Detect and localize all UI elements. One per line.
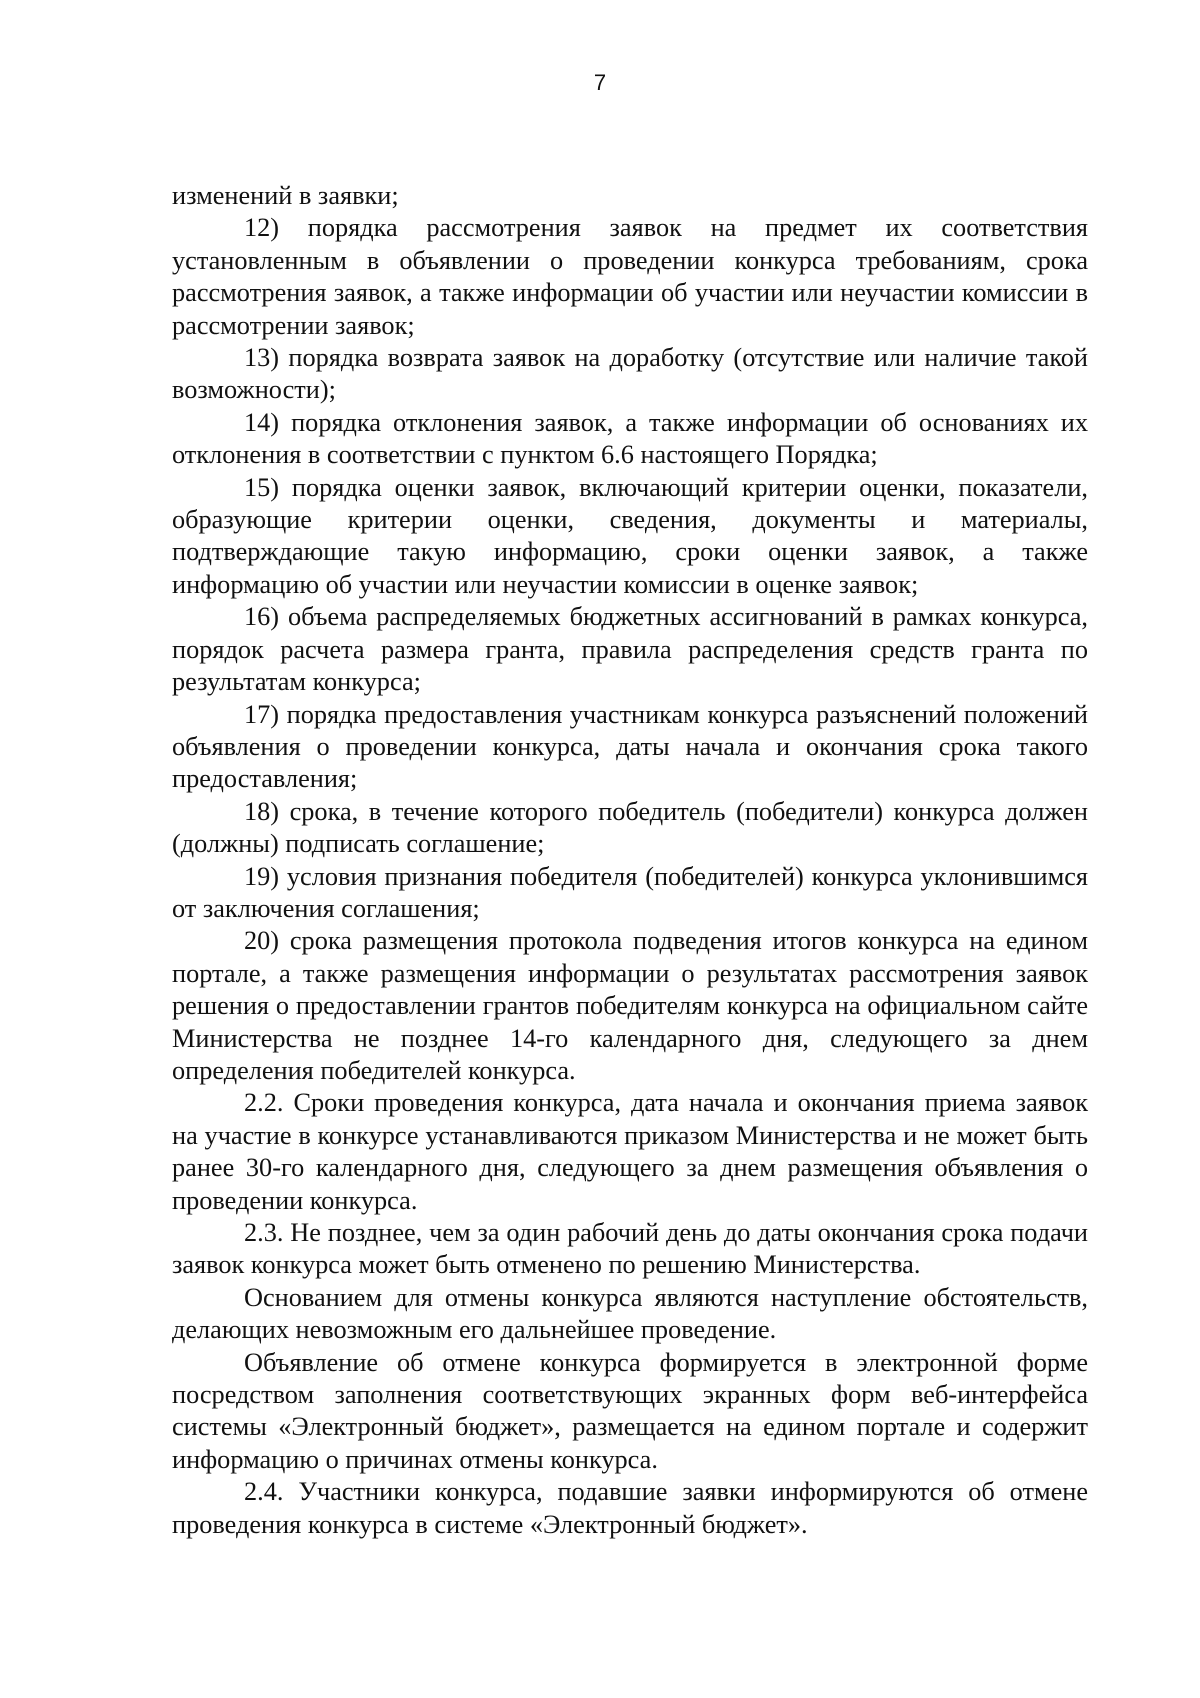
paragraph-section-2-4: 2.4. Участники конкурса, подавшие заявки информируются об отмене проведения конкурса в системе «Электронный бюджет». <box>172 1477 1088 1539</box>
paragraph-item-14: 14) порядка отклонения заявок, а также информации об основаниях их отклонения в соответствии с пунктом 6.6 настоящего Порядка; <box>172 407 1088 470</box>
paragraph-section-2-3: 2.3. Не позднее, чем за один рабочий день до даты окончания срока подачи заявок конкурса может быть отменено по решению Министерства. <box>172 1218 1088 1280</box>
paragraph-item-18: 18) срока, в течение которого победитель (победители) конкурса должен (должны) подписать соглашение; <box>172 796 1088 859</box>
paragraph-item-13: 13) порядка возврата заявок на доработку (отсутствие или наличие такой возможности); <box>172 343 1088 405</box>
paragraph-item-19: 19) условия признания победителя (победителей) конкурса уклонившимся от заключения соглашения; <box>172 861 1088 923</box>
page-number: 7 <box>593 70 607 95</box>
paragraph-section-2-2: 2.2. Сроки проведения конкурса, дата начала и окончания приема заявок на участие в конкурсе устанавливаются приказом Министерства и не может быть ранее 30-го календарного дня, следующего за днем размещения объявления о проведении конкурса. <box>172 1088 1088 1215</box>
paragraph-continuation: изменений в заявки; <box>172 181 399 210</box>
document-body <box>172 180 1088 1541</box>
paragraph-cancellation-grounds: Основанием для отмены конкурса являются наступление обстоятельств, делающих невозможным его дальнейшее проведение. <box>172 1282 1088 1345</box>
paragraph-item-12: 12) порядка рассмотрения заявок на предмет их соответствия установленным в объявлении о проведении конкурса требованиям, срока рассмотрения заявок, а также информации об участии или неучастии комиссии в рассмотрении заявок; <box>172 213 1088 340</box>
paragraph-item-16: 16) объема распределяемых бюджетных ассигнований в рамках конкурса, порядок расчета размера гранта, правила распределения средств гранта по результатам конкурса; <box>172 602 1088 697</box>
paragraph-item-15: 15) порядка оценки заявок, включающий критерии оценки, показатели, образующие критерии оценки, сведения, документы и материалы, подтверждающие такую информацию, сроки оценки заявок, а также информацию об участии или неучастии комиссии в оценке заявок; <box>172 472 1088 599</box>
paragraph-item-17: 17) порядка предоставления участникам конкурса разъяснений положений объявления о проведении конкурса, даты начала и окончания срока такого предоставления; <box>172 699 1088 794</box>
paragraph-cancellation-announcement: Объявление об отмене конкурса формируется в электронной форме посредством заполнения соответствующих экранных форм веб-интерфейса системы «Электронный бюджет», размещается на едином портале и содержит информацию о причинах отмены конкурса. <box>172 1347 1088 1474</box>
paragraph-item-20: 20) срока размещения протокола подведения итогов конкурса на едином портале, а также размещения информации о результатах рассмотрения заявок решения о предоставлении грантов победителям конкурса на официальном сайте Министерства не позднее 14-го календарного дня, следующего за днем определения победителей конкурса. <box>172 926 1088 1085</box>
